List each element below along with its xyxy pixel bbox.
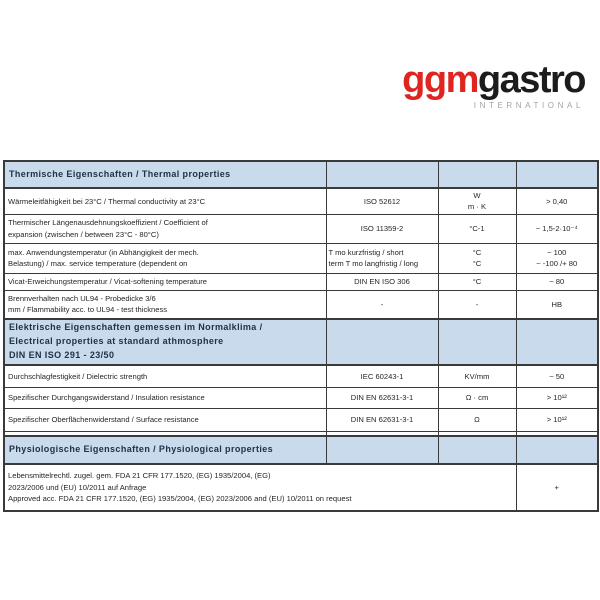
- property-cell: Vicat-Erweichungstemperatur / Vicat-softening temperature: [4, 273, 326, 290]
- unit-cell: KV/mm: [438, 365, 516, 387]
- logo-subtitle: INTERNATIONAL: [473, 101, 584, 110]
- logo-text-gastro: gastro: [477, 59, 585, 101]
- electrical-title-line-2: Electrical properties at standard athmosphere: [9, 336, 224, 347]
- physiological-section-header-row: [4, 436, 598, 464]
- electrical-title-line-1: Elektrische Eigenschaften gemessen im Normalklima /: [9, 322, 263, 333]
- property-cell: Wärmeleitfähigkeit bei 23°C / Thermal conductivity at 23°C: [4, 188, 326, 214]
- unit-cell: Ω: [438, 408, 516, 431]
- empty-cell: [438, 319, 516, 365]
- property-line-1: Thermischer Längenausdehnungskoeffizient / Coefficient of: [8, 218, 208, 228]
- empty-cell: [326, 436, 438, 464]
- value-cell: [516, 243, 598, 273]
- property-cell: [4, 243, 326, 273]
- table-row-surface-resistance: [4, 408, 598, 431]
- empty-cell: [326, 161, 438, 188]
- property-cell: Durchschlagfestigkeit / Dielectric strength: [4, 365, 326, 387]
- table-row-thermal-conductivity: [4, 188, 598, 214]
- unit-cell: °C-1: [438, 214, 516, 243]
- unit-cell: Ω · cm: [438, 387, 516, 408]
- table-row-expansion-coefficient: [4, 214, 598, 243]
- value-cell: ~ 1,5-2·10⁻⁴: [516, 214, 598, 243]
- standard-cell: ISO 11359-2: [326, 214, 438, 243]
- electrical-title-line-3: DIN EN ISO 291 - 23/50: [9, 349, 115, 360]
- table-row-vicat: [4, 273, 598, 290]
- property-cell: [4, 214, 326, 243]
- value-cell: +: [516, 464, 598, 511]
- unit-line-2: °C: [472, 259, 482, 268]
- standard-cell: DIN EN ISO 306: [326, 273, 438, 290]
- standard-cell: DIN EN 62631-3-1: [326, 408, 438, 431]
- empty-cell: [438, 436, 516, 464]
- logo-text-ggm: ggm: [402, 59, 478, 101]
- logo-wordmark: [402, 61, 585, 99]
- thermal-section-header-row: [4, 161, 598, 188]
- standard-cell: IEC 60243-1: [326, 365, 438, 387]
- standard-line-2: term T mo langfristig / long: [328, 259, 419, 268]
- property-cell: [4, 290, 326, 319]
- property-cell: Spezifischer Oberflächenwiderstand / Surface resistance: [4, 408, 326, 431]
- property-cell: Spezifischer Durchgangswiderstand / Insulation resistance: [4, 387, 326, 408]
- empty-cell: [438, 161, 516, 188]
- value-cell: HB: [516, 290, 598, 319]
- empty-cell: [326, 319, 438, 365]
- property-line-2: 2023/2006 und (EU) 10/2011 auf Anfrage: [8, 482, 147, 492]
- property-line-2: mm / Flammability acc. to UL94 - test thickness: [8, 305, 168, 315]
- property-line-2: expansion (zwischen / between 23°C - 80°C): [8, 229, 159, 239]
- table-row-flammability: [4, 290, 598, 319]
- property-line-1: max. Anwendungstemperatur (in Abhängigkeit der mech.: [8, 247, 199, 257]
- standard-line-1: T mo kurzfristig / short: [328, 247, 404, 257]
- property-line-3: Approved acc. FDA 21 CFR 177.1520, (EG) 1935/2004, (EG) 2023/2006 and (EU) 10/2011 on request: [8, 494, 352, 504]
- electrical-section-header-row: [4, 319, 598, 365]
- unit-line-1: °C: [472, 247, 482, 257]
- unit-cell: [438, 243, 516, 273]
- property-line-1: Lebensmittelrechtl. zugel. gem. FDA 21 CFR 177.1520, (EG) 1935/2004, (EG): [8, 471, 271, 481]
- table-row-food-approval: [4, 464, 598, 511]
- property-line-2: Belastung) / max. service temperature (dependent on: [8, 259, 188, 268]
- value-cell: ~ 80: [516, 273, 598, 290]
- property-cell: [4, 464, 516, 511]
- empty-cell: [516, 319, 598, 365]
- table-row-dielectric-strength: [4, 365, 598, 387]
- properties-table: [3, 160, 599, 512]
- value-cell: > 0,40: [516, 188, 598, 214]
- thermal-section-title: Thermische Eigenschaften / Thermal properties: [4, 161, 326, 188]
- table-row-insulation-resistance: [4, 387, 598, 408]
- table-row-service-temperature: [4, 243, 598, 273]
- unit-numerator: W: [473, 191, 481, 201]
- standard-cell: [326, 243, 438, 273]
- property-line-1: Brennverhalten nach UL94 - Probedicke 3/6: [8, 293, 156, 303]
- unit-cell: °C: [438, 273, 516, 290]
- value-line-2: ~ -100 /+ 80: [536, 259, 578, 268]
- empty-cell: [516, 161, 598, 188]
- standard-cell: -: [326, 290, 438, 319]
- physiological-section-title: Physiologische Eigenschaften / Physiological properties: [4, 436, 326, 464]
- unit-cell: -: [438, 290, 516, 319]
- electrical-section-title: [4, 319, 326, 365]
- standard-cell: ISO 52612: [326, 188, 438, 214]
- brand-logo: [402, 61, 585, 110]
- standard-cell: DIN EN 62631-3-1: [326, 387, 438, 408]
- unit-denominator: m · K: [467, 202, 487, 212]
- unit-cell: [438, 188, 516, 214]
- value-cell: > 10¹²: [516, 387, 598, 408]
- empty-cell: [516, 436, 598, 464]
- value-cell: ~ 50: [516, 365, 598, 387]
- value-line-1: ~ 100: [547, 247, 567, 257]
- value-cell: > 10¹²: [516, 408, 598, 431]
